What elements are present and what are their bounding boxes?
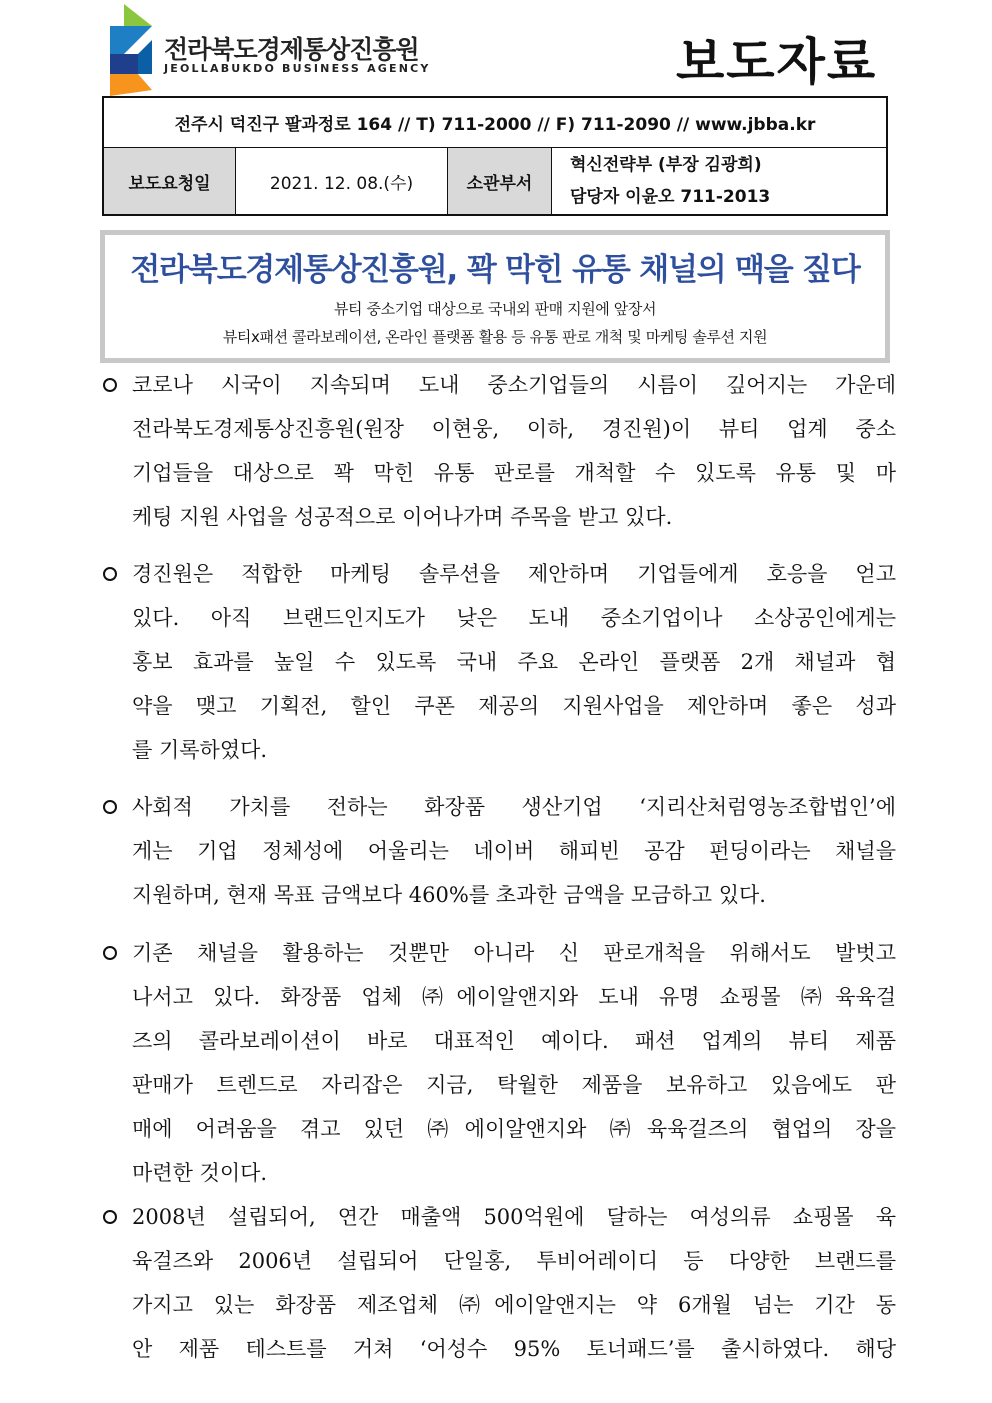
paragraph-line: 즈의 콜라보레이션이 바로 대표적인 예이다. 패션 업계의 뷰티 제품 <box>132 1029 896 1053</box>
contact-info-row: 전주시 덕진구 팔과정로 164 // T) 711-2000 // F) 711-2090 // www.jbba.kr <box>104 98 886 148</box>
agency-logo <box>108 4 431 96</box>
logo-mark-icon <box>108 4 160 96</box>
paragraph-line: 홍보 효과를 높일 수 있도록 국내 주요 온라인 플랫폼 2개 채널과 협 <box>132 650 896 674</box>
paragraph-line: 코로나 시국이 지속되며 도내 중소기업들의 시름이 깊어지는 가운데 <box>132 373 896 397</box>
circle-bullet-icon <box>96 364 124 406</box>
contact-person: 담당자 이윤오 711-2013 <box>570 187 771 207</box>
subheadline-1: 뷰티 중소기업 대상으로 국내외 판매 지원에 앞장서 <box>333 300 657 318</box>
org-name-english: JEOLLABUKDO BUSINESS AGENCY <box>164 62 431 75</box>
paragraph-line: 나서고 있다. 화장품 업체 ㈜에이알앤지와 도내 유명 쇼핑몰 ㈜육육걸 <box>132 985 896 1009</box>
circle-bullet-icon <box>96 553 124 595</box>
department-value: 혁신전략부 (부장 김광희) <box>570 155 762 175</box>
release-date-label: 보도요청일 <box>104 148 236 214</box>
document-type-title: 보도자료 <box>676 33 878 91</box>
paragraph-line: 전라북도경제통상진흥원(원장 이현웅, 이하, 경진원)이 뷰티 업계 중소 <box>132 417 896 441</box>
paragraph-line: 육걸즈와 2006년 설립되어 단일홍, 투비어레이디 등 다양한 브랜드를 <box>132 1249 896 1273</box>
circle-bullet-icon <box>96 932 124 974</box>
paragraph-line: 가지고 있는 화장품 제조업체 ㈜에이알앤지는 약 6개월 넘는 기간 동 <box>132 1293 896 1317</box>
circle-bullet-icon <box>96 786 124 828</box>
paragraph-line: 사회적 가치를 전하는 화장품 생산기업 ‘지리산처럼영농조합법인’에 <box>132 795 896 819</box>
release-date-value: 2021. 12. 08.(수) <box>236 148 448 214</box>
paragraph-line: 있다. 아직 브랜드인지도가 낮은 도내 중소기업이나 소상공인에게는 <box>132 606 896 630</box>
paragraph-line: 게는 기업 정체성에 어울리는 네이버 해피빈 공감 펀딩이라는 채널을 <box>132 839 896 863</box>
paragraph-line: 판매가 트렌드로 자리잡은 지금, 탁월한 제품을 보유하고 있음에도 판 <box>132 1073 896 1097</box>
headline: 전라북도경제통상진흥원, 꽉 막힌 유통 채널의 맥을 짚다 <box>130 252 860 288</box>
paragraph-line: 지원하며, 현재 목표 금액보다 460%를 초과한 금액을 모금하고 있다. <box>132 883 766 907</box>
paragraph-line: 를 기록하였다. <box>132 738 268 762</box>
subheadline-2: 뷰티x패션 콜라보레이션, 온라인 플랫폼 활용 등 유통 판로 개척 및 마케팅 솔루션 지원 <box>222 328 768 346</box>
headline-box <box>100 230 890 363</box>
paragraph-line: 기존 채널을 활용하는 것뿐만 아니라 신 판로개척을 위해서도 발벗고 <box>132 941 896 965</box>
paragraph-line: 기업들을 대상으로 꽉 막힌 유통 판로를 개척할 수 있도록 유통 및 마 <box>132 461 896 485</box>
headline-inner <box>105 235 885 358</box>
department-label: 소관부서 <box>448 148 552 214</box>
paragraph-line: 안 제품 테스트를 거쳐 ‘어성수 95% 토너패드’를 출시하였다. 해당 <box>132 1337 896 1361</box>
org-name-korean: 전라북도경제통상진흥원 <box>164 35 419 64</box>
paragraph-line: 2008년 설립되어, 연간 매출액 500억원에 달하는 여성의류 쇼핑몰 육 <box>132 1205 896 1229</box>
paragraph-line: 케팅 지원 사업을 성공적으로 이어나가며 주목을 받고 있다. <box>132 505 673 529</box>
request-info-row <box>104 148 886 214</box>
paragraph-line: 경진원은 적합한 마케팅 솔루션을 제안하며 기업들에게 호응을 얻고 <box>132 562 896 586</box>
paragraph-line: 매에 어려움을 겪고 있던 ㈜에이알앤지와 ㈜육육걸즈의 협업의 장을 <box>132 1117 896 1141</box>
circle-bullet-icon <box>96 1196 124 1238</box>
press-info-table <box>102 96 888 216</box>
paragraph-line: 약을 맺고 기획전, 할인 쿠폰 제공의 지원사업을 제안하며 좋은 성과 <box>132 694 896 718</box>
department-info <box>552 148 886 214</box>
paragraph-line: 마련한 것이다. <box>132 1161 268 1185</box>
